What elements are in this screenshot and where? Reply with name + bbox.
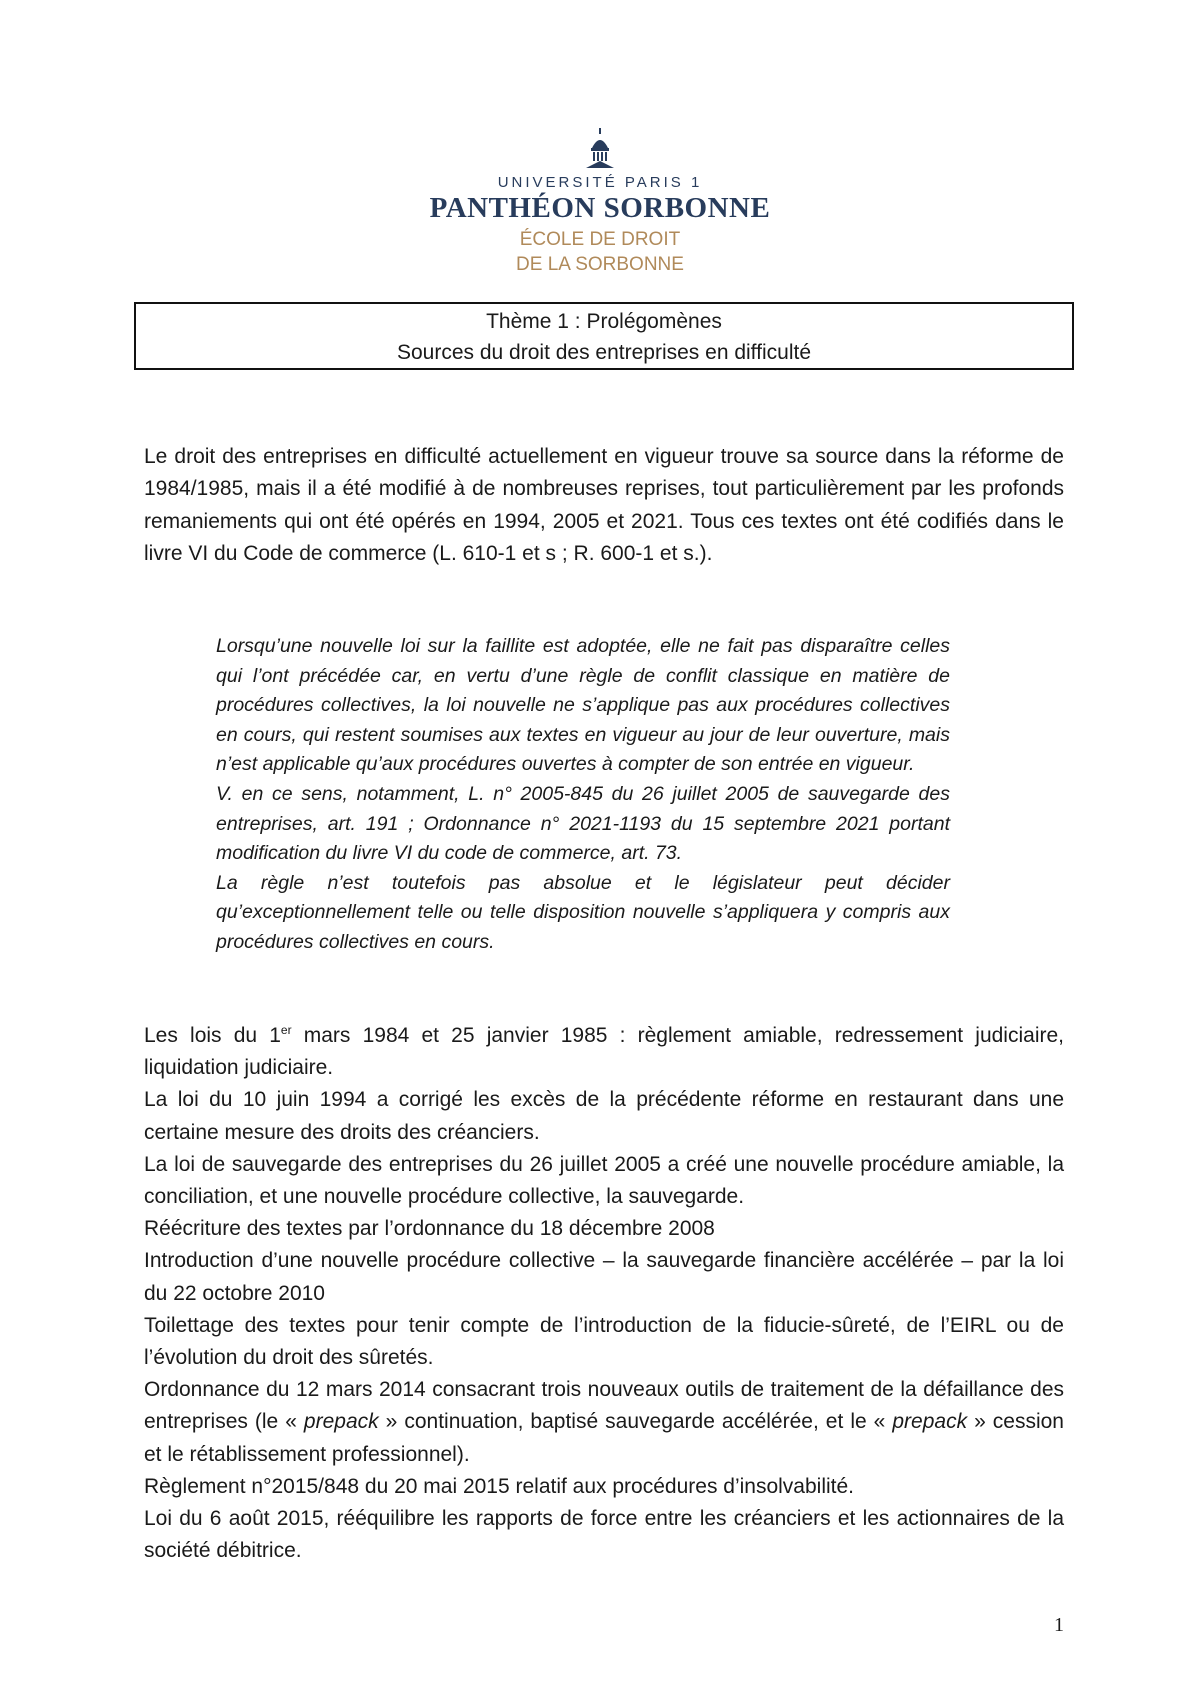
list-item: Ordonnance du 12 mars 2014 consacrant trois nouveaux outils de traitement de la défaillance des entreprises (le « prepack » continuation, baptisé sauvegarde accélérée, et le « prepack » cession et le rétablissement professionnel). [144,1378,1064,1466]
list-item: Introduction d’une nouvelle procédure collective – la sauvegarde financière accélérée – par la loi du 22 octobre 2010 [144,1249,1064,1305]
quote-paragraph-3: La règle n’est toutefois pas absolue et le législateur peut décider qu’exceptionnellement telle ou telle disposition nouvelle s’appliquera y compris aux procédures collectives en cours. [216,871,950,953]
page-number: 1 [1054,1614,1064,1636]
list-item: La loi du 10 juin 1994 a corrigé les excès de la précédente réforme en restaurant dans une certaine mesure des droits des créanciers. [144,1088,1064,1144]
logo-school-line1: ÉCOLE DE DROIT [519,229,681,250]
title-box [134,302,1074,370]
logo-school-line2: DE LA SORBONNE [516,254,684,275]
quote-block [216,632,950,958]
list-item: Les lois du 1er mars 1984 et 25 janvier 1985 : règlement amiable, redressement judiciaire, liquidation judiciaire. [144,1023,1064,1080]
title-line1: Thème 1 : Prolégomènes [486,310,722,333]
list-item: Réécriture des textes par l’ordonnance du 18 décembre 2008 [144,1217,715,1241]
intro-text: Le droit des entreprises en difficulté actuellement en vigueur trouve sa source dans la réforme de 1984/1985, mais il a été modifié à de nombreuses reprises, tout particulièrement par les profonds remaniements qui ont été opérés en 1994, 2005 et 2021. Tous ces textes ont été codifiés dans le livre VI du Code de commerce (L. 610-1 et s ; R. 600-1 et s.). [144,445,1064,566]
intro-paragraph [144,441,1064,571]
quote-paragraph-1: Lorsqu’une nouvelle loi sur la faillite est adoptée, elle ne fait pas disparaître celles qui l’ont précédée car, en vertu d’une règle de conflit classique en matière de procédures collectives, la loi nouvelle ne s’applique pas aux procédures collectives en cours, qui restent soumises aux textes en vigueur au jour de leur ouverture, mais n’est applicable qu’aux procédures ouvertes à compter de son entrée en vigueur. [216,635,950,776]
university-logo [420,128,780,275]
title-line2: Sources du droit des entreprises en difficulté [396,341,811,364]
quote-paragraph-2: V. en ce sens, notamment, L. n° 2005-845 du 26 juillet 2005 de sauvegarde des entreprises, art. 191 ; Ordonnance n° 2021-1193 du 15 septembre 2021 portant modification du livre VI du code de commerce, art. 73. [216,782,950,865]
list-item: Loi du 6 août 2015, rééquilibre les rapports de force entre les créanciers et les actionnaires de la société débitrice. [144,1507,1064,1563]
logo-name: PANTHÉON SORBONNE [429,192,771,224]
logo-university: UNIVERSITÉ PARIS 1 [497,174,703,191]
list-item: Toilettage des textes pour tenir compte de l’introduction de la fiducie-sûreté, de l’EIRL ou de l’évolution du droit des sûretés. [144,1313,1064,1370]
history-list [144,1020,1064,1567]
list-item: La loi de sauvegarde des entreprises du 26 juillet 2005 a créé une nouvelle procédure amiable, la conciliation, et une nouvelle procédure collective, la sauvegarde. [144,1152,1064,1209]
pantheon-dome-icon [580,128,620,168]
list-item: Règlement n°2015/848 du 20 mai 2015 relatif aux procédures d’insolvabilité. [144,1474,855,1498]
